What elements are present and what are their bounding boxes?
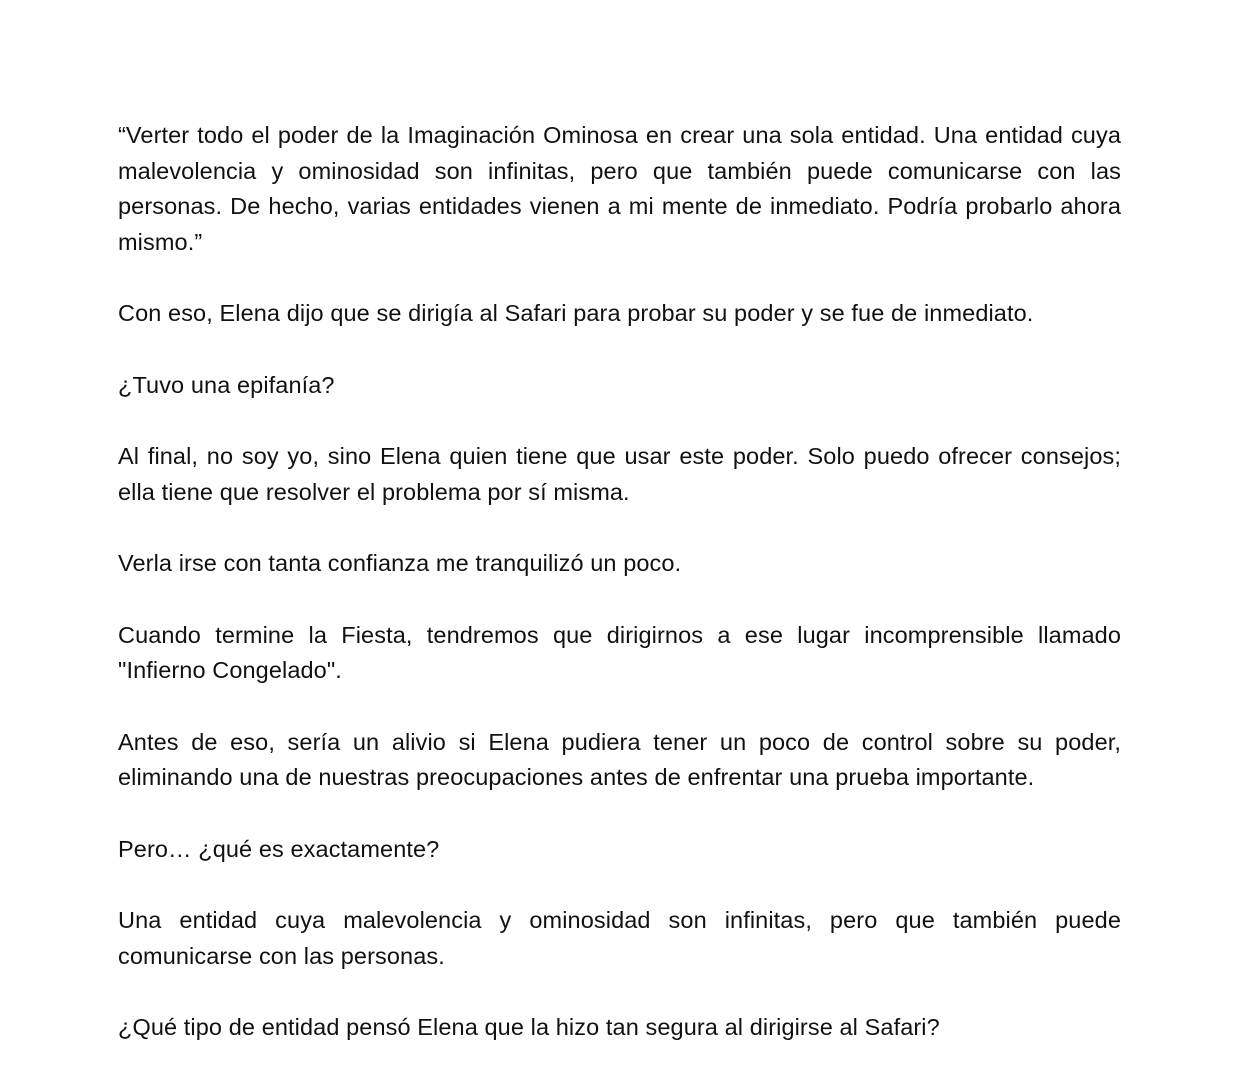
paragraph: “Verter todo el poder de la Imaginación Ominosa en crear una sola entidad. Una entidad cuya malevolencia y ominosidad son infinitas, pero que también puede comunicarse con las personas. De hecho, varias entidades vienen a mi mente de inmediato. Podría probarlo ahora mismo.” [118,122,1121,255]
paragraph: Con eso, Elena dijo que se dirigía al Safari para probar su poder y se fue de inmediato. [118,300,1034,326]
paragraph: Cuando termine la Fiesta, tendremos que dirigirnos a ese lugar incomprensible llamado "Infierno Congelado". [118,621,1121,683]
paragraph: Antes de eso, sería un alivio si Elena pudiera tener un poco de control sobre su poder, eliminando una de nuestras preocupaciones antes de enfrentar una prueba importante. [118,728,1121,790]
paragraph: Al final, no soy yo, sino Elena quien tiene que usar este poder. Solo puedo ofrecer consejos; ella tiene que resolver el problema por sí misma. [118,443,1121,505]
document-body [118,118,1121,1046]
paragraph: ¿Tuvo una epifanía? [118,371,335,398]
paragraph: ¿Qué tipo de entidad pensó Elena que la hizo tan segura al dirigirse al Safari? [118,1014,940,1040]
paragraph: Pero… ¿qué es exactamente? [118,835,440,862]
paragraph: Verla irse con tanta confianza me tranquilizó un poco. [118,550,682,576]
paragraph: Una entidad cuya malevolencia y ominosidad son infinitas, pero que también puede comunicarse con las personas. [118,907,1121,969]
